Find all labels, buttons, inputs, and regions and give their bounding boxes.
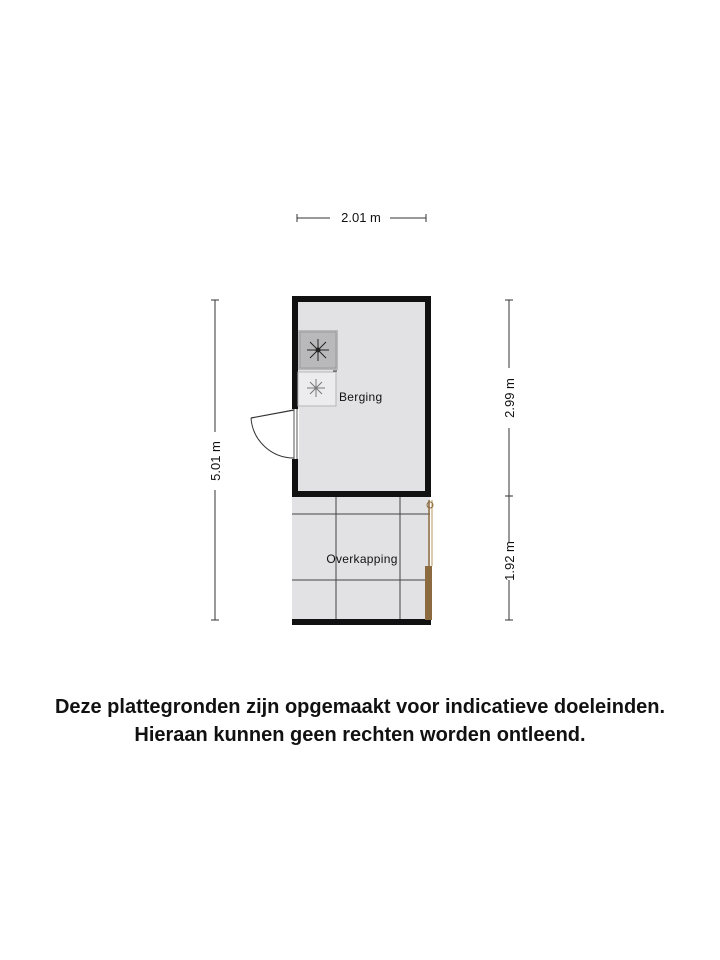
door — [251, 410, 294, 458]
disclaimer-line-1: Deze plattegronden zijn opgemaakt voor indicatieve doeleinden. — [54, 696, 666, 718]
fan-icon — [307, 339, 329, 361]
disclaimer — [0, 693, 720, 749]
right-lower-dimension-label: 1.92 m — [502, 541, 517, 581]
top-dimension-label: 2.01 m — [341, 210, 381, 225]
room-label-overkapping: Overkapping — [326, 552, 398, 566]
left-dimension-label: 5.01 m — [208, 441, 223, 481]
room-label-berging: Berging — [339, 390, 383, 404]
right-upper-dimension-label: 2.99 m — [502, 378, 517, 418]
disclaimer-line-2: Hieraan kunnen geen rechten worden ontleend. — [134, 724, 586, 746]
